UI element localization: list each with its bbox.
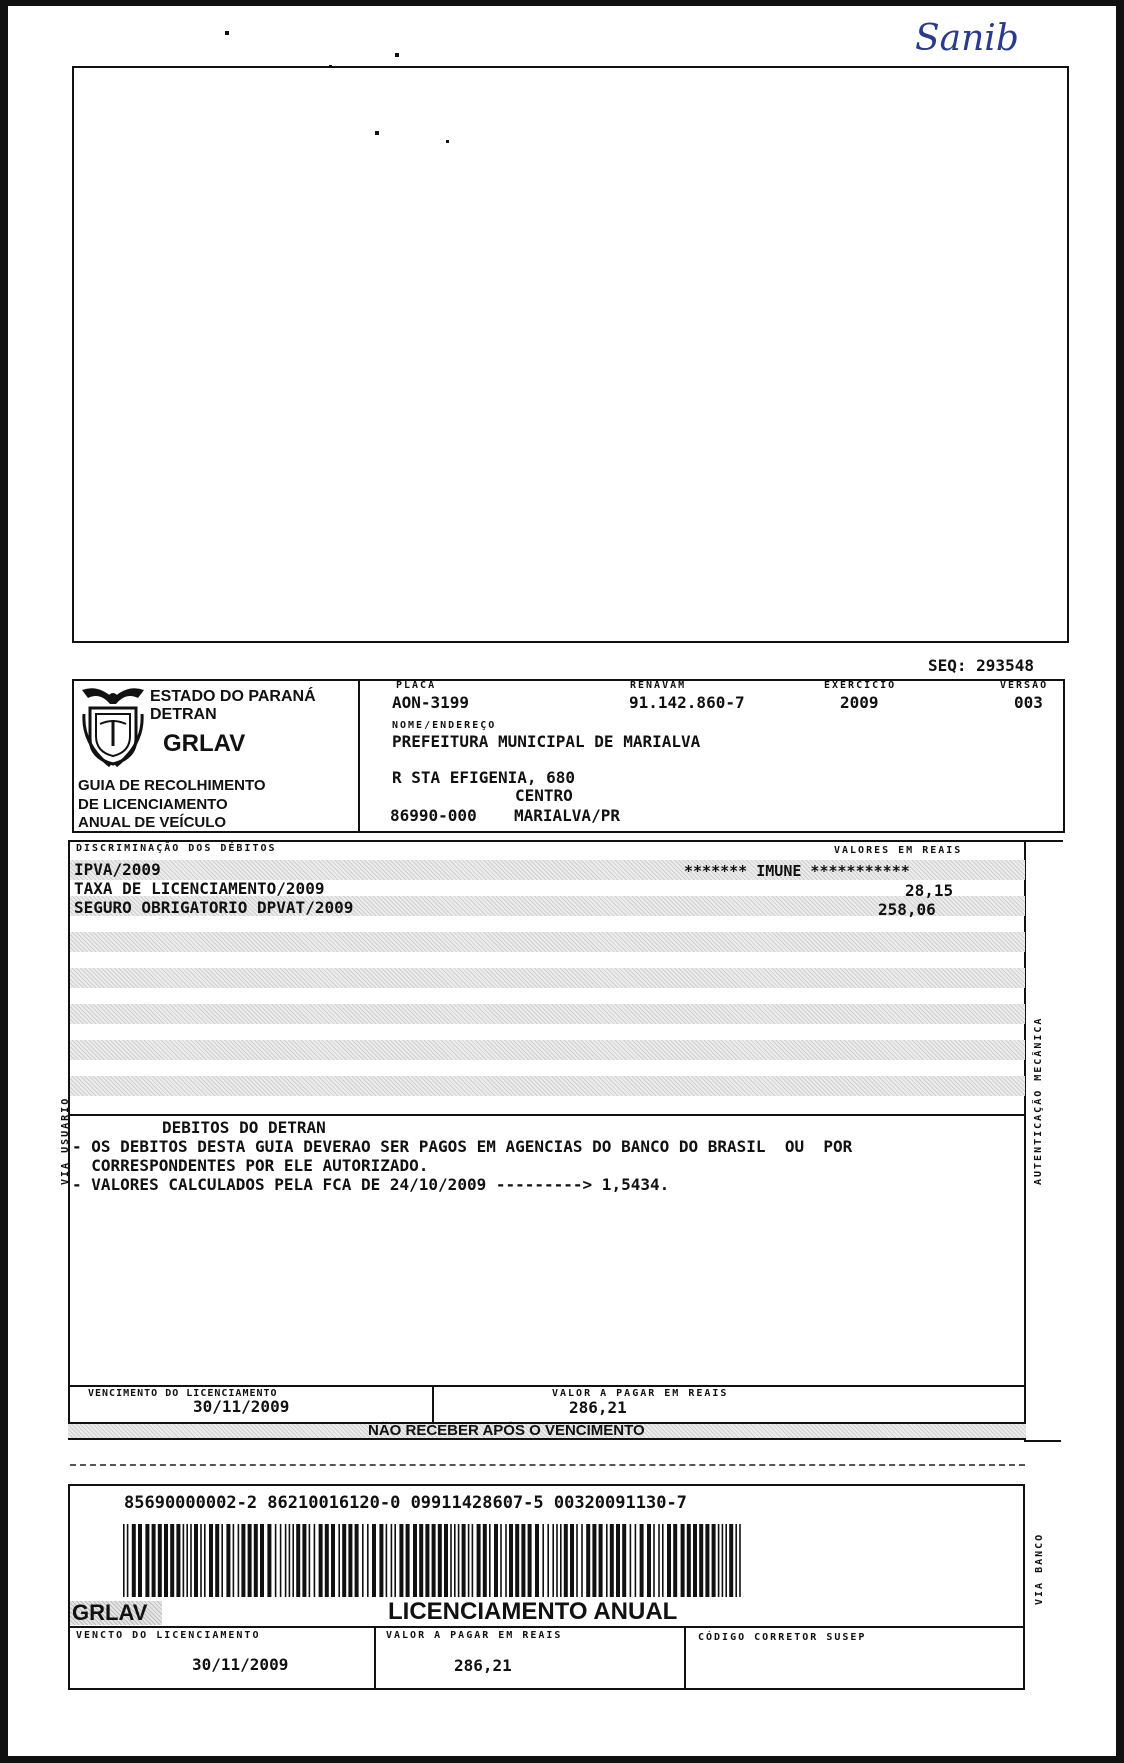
agency-name: DETRAN: [150, 706, 217, 723]
venc-label: VENCIMENTO DO LICENCIAMENTO: [88, 1388, 278, 1399]
versao-label: VERSÃO: [1000, 680, 1049, 691]
exercicio-label: EXERCÍCIO: [824, 680, 897, 691]
debit-item-value: 258,06: [878, 900, 936, 919]
scan-speck: [395, 53, 399, 57]
debit-item-name: SEGURO OBRIGATORIO DPVAT/2009: [74, 898, 354, 917]
acronym-grlav: GRLAV: [163, 730, 246, 757]
scan-speck: [446, 140, 449, 143]
guide-title-line3: ANUAL DE VEÍCULO: [78, 814, 227, 831]
renavam-label: RENAVAM: [630, 680, 687, 691]
bank-valor-value: 286,21: [454, 1656, 512, 1675]
guide-title-line1: GUIA DE RECOLHIMENTO: [78, 777, 266, 794]
cidade-value: MARIALVA/PR: [514, 806, 620, 825]
scan-edge-right: [1116, 0, 1124, 1763]
venc-value: 30/11/2009: [193, 1397, 290, 1416]
debit-item-name: TAXA DE LICENCIAMENTO/2009: [74, 879, 325, 898]
stripe-5: [70, 1004, 1025, 1024]
placa-label: PLACA: [396, 680, 437, 691]
values-label: VALORES EM REAIS: [834, 845, 963, 856]
bank-valor-label: VALOR A PAGAR EM REAIS: [386, 1630, 563, 1641]
bank-field-divider: [374, 1626, 376, 1690]
cut-line: [70, 1464, 1025, 1466]
scan-speck: [225, 31, 229, 35]
auth-mecanica-label: AUTENTICAÇÃO MECÂNICA: [1033, 1016, 1044, 1185]
scan-edge-top: [0, 0, 1124, 6]
message-line: - VALORES CALCULADOS PELA FCA DE 24/10/2009 ---------> 1,5434.: [72, 1175, 670, 1194]
nome-value: PREFEITURA MUNICIPAL DE MARIALVA: [392, 732, 701, 751]
header-divider: [358, 679, 360, 833]
debit-item-value: 28,15: [905, 881, 954, 900]
guide-title-line2: DE LICENCIAMENTO: [78, 796, 228, 813]
debits-label: DISCRIMINAÇÃO DOS DÉBITOS: [76, 843, 277, 854]
debits-right-rule: [1024, 840, 1026, 1438]
messages-rule: [68, 1114, 1026, 1116]
bairro-value: CENTRO: [515, 786, 573, 805]
scan-edge-bottom: [0, 1756, 1124, 1763]
warning-right-rule: [1024, 1440, 1061, 1442]
bank-acronym: GRLAV: [72, 1600, 148, 1625]
seq-number: SEQ: 293548: [928, 656, 1034, 675]
placa-value: AON-3199: [392, 693, 470, 712]
footer-top-rule: [68, 1385, 1026, 1387]
warning-text: NÃO RECEBER APÓS O VENCIMENTO: [368, 1422, 645, 1439]
bank-venc-label: VENCTO DO LICENCIAMENTO: [76, 1630, 261, 1641]
state-name: ESTADO DO PARANÁ: [150, 688, 316, 705]
valor-value: 286,21: [569, 1398, 627, 1417]
stripe-6: [70, 1040, 1025, 1060]
footer-divider: [432, 1385, 434, 1422]
guide-title-underline: [78, 831, 253, 833]
exercicio-value: 2009: [840, 693, 879, 712]
valor-label: VALOR A PAGAR EM REAIS: [552, 1388, 729, 1399]
auth-band-top-rule: [1024, 840, 1062, 842]
message-line: - OS DEBITOS DESTA GUIA DEVERAO SER PAGOS EM AGENCIAS DO BANCO DO BRASIL OU POR: [72, 1137, 853, 1156]
stripe-3: [70, 932, 1025, 952]
via-usuario-label: VIA USUARIO: [60, 1096, 71, 1185]
blank-window: [72, 66, 1069, 643]
endereco-value: R STA EFIGENIA, 680: [392, 768, 576, 787]
debit-item-name: IPVA/2009: [74, 860, 161, 879]
bank-venc-value: 30/11/2009: [192, 1655, 289, 1674]
nome-label: NOME/ENDEREÇO: [392, 720, 497, 731]
bank-fields-rule: [68, 1626, 1025, 1628]
message-line: CORRESPONDENTES POR ELE AUTORIZADO.: [72, 1156, 429, 1175]
bank-corretor-label: CÓDIGO CORRETOR SUSEP: [698, 1632, 867, 1643]
via-banco-label: VIA BANCO: [1034, 1532, 1045, 1605]
coat-of-arms-icon: [80, 684, 146, 768]
renavam-value: 91.142.860-7: [629, 693, 745, 712]
versao-value: 003: [1014, 693, 1043, 712]
signature: Sanib: [915, 18, 1019, 59]
debit-item-value: ******* IMUNE ***********: [684, 862, 910, 880]
scan-speck: [375, 131, 379, 135]
stripe-7: [70, 1076, 1025, 1096]
messages-title: DEBITOS DO DETRAN: [162, 1118, 326, 1137]
bank-title: LICENCIAMENTO ANUAL: [388, 1598, 678, 1625]
barcode: [123, 1524, 743, 1597]
scan-speck: [329, 65, 332, 68]
scan-edge-left: [0, 0, 8, 1763]
stripe-4: [70, 968, 1025, 988]
linha-digitavel: 85690000002-2 86210016120-0 09911428607-5 00320091130-7: [124, 1493, 687, 1513]
debits-top-rule: [68, 840, 1063, 842]
cep-value: 86990-000: [390, 806, 477, 825]
bank-field-divider: [684, 1626, 686, 1690]
